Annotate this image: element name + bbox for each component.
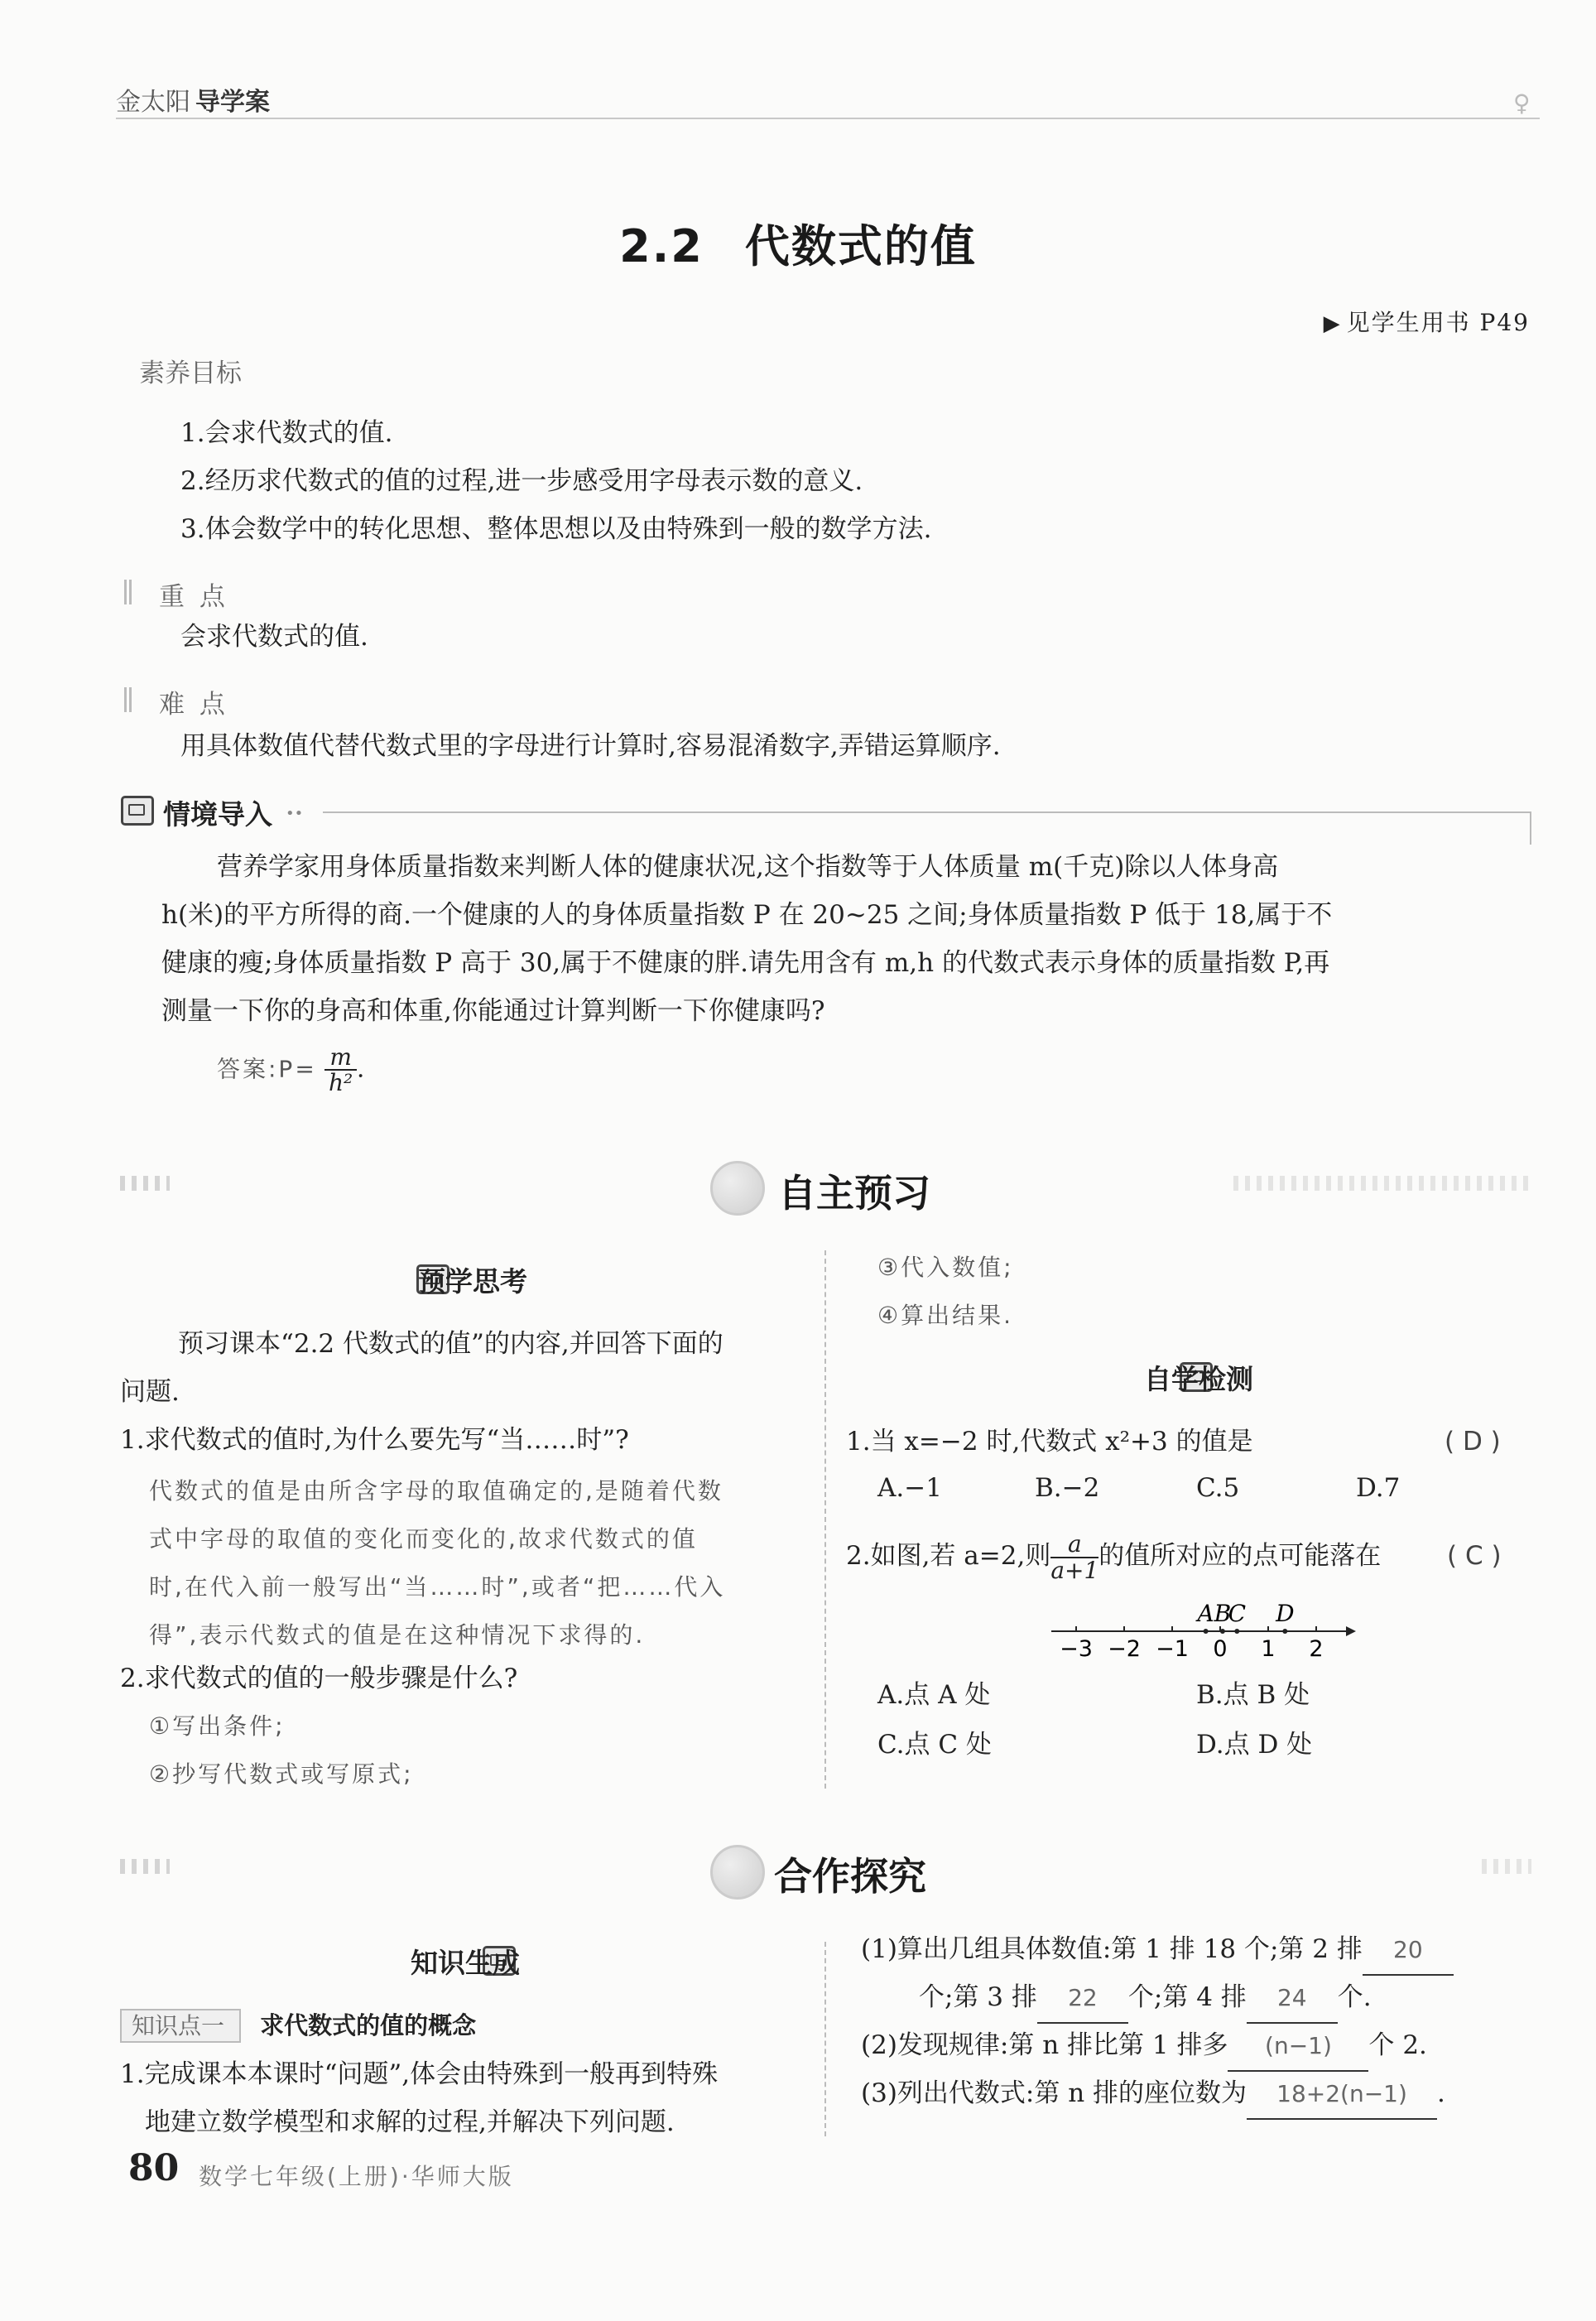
q2-fraction — [1050, 1532, 1098, 1582]
answer-line: 代数式的值是由所含字母的取值确定的,是随着代数 — [149, 1477, 723, 1505]
intro-heading: 情境导入 — [163, 798, 272, 831]
difficulty-heading: 难 点 — [159, 690, 228, 720]
intro-line: 营养学家用身体质量指数来判断人体的健康状况,这个指数等于人体质量 m(千克)除以人体身高 — [217, 852, 1279, 882]
preview-circle-icon — [710, 1161, 765, 1216]
banner-deco-right — [1482, 1859, 1531, 1874]
think-heading: 预学思考 — [418, 1265, 527, 1298]
check-q2-option-a: A.点 A 处 — [877, 1680, 991, 1710]
fraction-denominator: a+1 — [1050, 1556, 1099, 1584]
point-marker — [1234, 1629, 1239, 1634]
item-line: 地建立数学模型和求解的过程,并解决下列问题. — [145, 2107, 675, 2137]
intro-rule-end — [1530, 811, 1531, 845]
tick-label: 1 — [1261, 1636, 1276, 1662]
column-divider — [824, 1942, 826, 2136]
fill-text: 个 2. — [1368, 2030, 1427, 2060]
preview-heading: 自主预习 — [778, 1171, 930, 1216]
fill-blank: 24 — [1247, 1974, 1338, 2024]
cooperate-heading: 合作探究 — [774, 1854, 926, 1899]
check-q2-option-c: C.点 C 处 — [877, 1730, 992, 1760]
banner-deco-left — [120, 1859, 170, 1874]
fraction-denominator: h² — [328, 1069, 353, 1097]
think-content — [120, 1320, 807, 1464]
tick-label: −1 — [1156, 1636, 1189, 1662]
answer-label: 答案:P= — [217, 1055, 317, 1083]
fill-text: . — [1437, 2078, 1445, 2108]
header-brand — [116, 81, 270, 118]
play-triangle-icon: ▶ — [1323, 311, 1342, 336]
check-q1-option-a: A.−1 — [877, 1473, 942, 1503]
intro-line: 健康的瘦;身体质量指数 P 高于 30,属于不健康的胖.请先用含有 m,h 的代数式表示身体的质量指数 P,再 — [161, 948, 1330, 978]
step-item: ④算出结果. — [877, 1302, 1014, 1329]
answer-fraction — [324, 1045, 357, 1095]
page-number: 80 — [128, 2147, 180, 2189]
intro-line: h(米)的平方所得的商.一个健康的人的身体质量指数 P 在 20~25 之间;身体质量指数 P 低于 18,属于不 — [161, 900, 1333, 930]
step-item: ①写出条件; — [149, 1712, 286, 1740]
check-q2 — [846, 1532, 1381, 1582]
knowledge-point-label: 知识点一 — [120, 2009, 241, 2043]
key-text: 会求代数式的值. — [180, 622, 368, 652]
item-line: 1.完成课本本课时“问题”,体会由特殊到一般再到特殊 — [120, 2059, 719, 2089]
header-divider — [116, 118, 1540, 119]
intro-paragraph — [161, 843, 1544, 1035]
point-label: D — [1276, 1600, 1295, 1627]
fill-text: (1)算出几组具体数值:第 1 排 18 个;第 2 排 — [861, 1934, 1363, 1964]
tick-label: 0 — [1213, 1636, 1228, 1662]
think-intro: 预习课本“2.2 代数式的值”的内容,并回答下面的 — [178, 1329, 723, 1359]
think-a1 — [149, 1467, 725, 1659]
point-label: C — [1228, 1600, 1247, 1627]
fill-line-3 — [861, 2021, 1427, 2072]
column-divider — [824, 1250, 826, 1789]
series-name: 导学案 — [195, 88, 270, 117]
check-q2-option-d: D.点 D 处 — [1196, 1730, 1313, 1760]
fill-text: (3)列出代数式:第 n 排的座位数为 — [861, 2078, 1247, 2108]
number-line — [1043, 1598, 1374, 1664]
tick-label: −2 — [1108, 1636, 1141, 1662]
banner-deco-right — [1233, 1176, 1531, 1191]
dots-icon: •• — [286, 805, 304, 822]
point-label: A — [1197, 1600, 1214, 1627]
answer-line: 得”,表示代数式的值是在这种情况下求得的. — [149, 1621, 646, 1649]
check-q1: 1.当 x=−2 时,代数式 x²+3 的值是 — [846, 1427, 1253, 1457]
think-q2: 2.求代数式的值的一般步骤是什么? — [120, 1664, 518, 1693]
page-title — [0, 211, 1596, 275]
tick-label: 2 — [1309, 1636, 1324, 1662]
intro-answer — [217, 1045, 364, 1095]
point-marker — [1220, 1629, 1225, 1634]
fraction-numerator: m — [324, 1045, 357, 1071]
fill-blank: 20 — [1363, 1926, 1454, 1976]
point-label: B — [1214, 1600, 1232, 1627]
check-q1-option-d: D.7 — [1356, 1473, 1401, 1503]
check-q1-option-b: B.−2 — [1035, 1473, 1100, 1503]
brand-name: 金太阳 — [116, 88, 190, 117]
think-steps-right — [877, 1244, 1014, 1340]
fill-blank: (n−1) — [1228, 2022, 1368, 2072]
reference-text: 见学生用书 P49 — [1346, 309, 1530, 336]
goals-heading: 素养目标 — [139, 359, 242, 388]
intro-rule — [323, 811, 1531, 813]
fill-line-1 — [861, 1925, 1454, 1976]
check-heading: 自学检测 — [1144, 1363, 1253, 1395]
header-mark-icon: ♀ — [1513, 89, 1531, 117]
fill-text: 个;第 3 排 — [919, 1982, 1037, 2012]
section-title: 代数式的值 — [744, 220, 977, 272]
answer-line: 式中字母的取值的变化而变化的,故求代数式的值 — [149, 1525, 698, 1553]
check-q1-option-c: C.5 — [1196, 1473, 1240, 1503]
fill-text: 个;第 4 排 — [1127, 1982, 1247, 2012]
key-heading: 重 点 — [159, 582, 228, 612]
intro-line: 测量一下你的身高和体重,你能通过计算判断一下你健康吗? — [161, 996, 825, 1026]
knowledge-point — [120, 2007, 476, 2041]
answer-line: 时,在代入前一般写出“当……时”,或者“把……代入 — [149, 1573, 726, 1601]
difficulty-text: 用具体数值代替代数式里的字母进行计算时,容易混淆数字,弄错运算顺序. — [180, 731, 1001, 761]
point-marker — [1282, 1629, 1287, 1634]
scene-box-icon — [121, 796, 154, 826]
difficulty-bar-icon — [124, 687, 134, 712]
goal-item: 1.会求代数式的值. — [180, 418, 393, 448]
tick-label: −3 — [1060, 1636, 1093, 1662]
arrow-right-icon — [1346, 1626, 1356, 1636]
goals-list — [180, 409, 931, 553]
knowledge-point-title: 求代数式的值的概念 — [260, 2011, 477, 2039]
q2-suffix: 的值所对应的点可能落在 — [1098, 1541, 1382, 1571]
book-title: 数学七年级(上册)·华师大版 — [199, 2163, 514, 2190]
cooperate-circle-icon — [710, 1845, 765, 1900]
step-item: ②抄写代数式或写原式; — [149, 1760, 414, 1788]
fill-line-4 — [861, 2069, 1445, 2120]
think-q1: 1.求代数式的值时,为什么要先写“当……时”? — [120, 1425, 629, 1455]
book-reference — [1324, 305, 1530, 338]
fill-text: (2)发现规律:第 n 排比第 1 排多 — [861, 2030, 1228, 2060]
check-q2-answer: ( C ) — [1447, 1541, 1502, 1571]
key-bar-icon — [124, 580, 134, 604]
fill-blank: 18+2(n−1) — [1247, 2070, 1437, 2120]
think-steps-left — [149, 1702, 414, 1799]
goal-item: 2.经历求代数式的值的过程,进一步感受用字母表示数的意义. — [180, 466, 863, 496]
fill-blank: 22 — [1037, 1974, 1128, 2024]
banner-deco-left — [120, 1176, 170, 1191]
check-q2-option-b: B.点 B 处 — [1196, 1680, 1310, 1710]
knowledge-item1 — [120, 2050, 815, 2146]
check-q1-answer: ( D ) — [1445, 1427, 1501, 1457]
think-intro-end: 问题. — [120, 1377, 180, 1407]
q2-prefix: 2.如图,若 a=2,则 — [846, 1541, 1051, 1571]
section-number: 2.2 — [619, 220, 704, 272]
step-item: ③代入数值; — [877, 1254, 1014, 1281]
fraction-numerator: a — [1050, 1532, 1098, 1558]
answer-period: . — [356, 1054, 365, 1084]
fill-line-2 — [919, 1973, 1372, 2024]
point-marker — [1204, 1629, 1209, 1634]
fill-text: 个. — [1337, 1982, 1372, 2012]
goal-item: 3.体会数学中的转化思想、整体思想以及由特殊到一般的数学方法. — [180, 514, 932, 544]
knowledge-heading: 知识生成 — [411, 1947, 520, 1979]
